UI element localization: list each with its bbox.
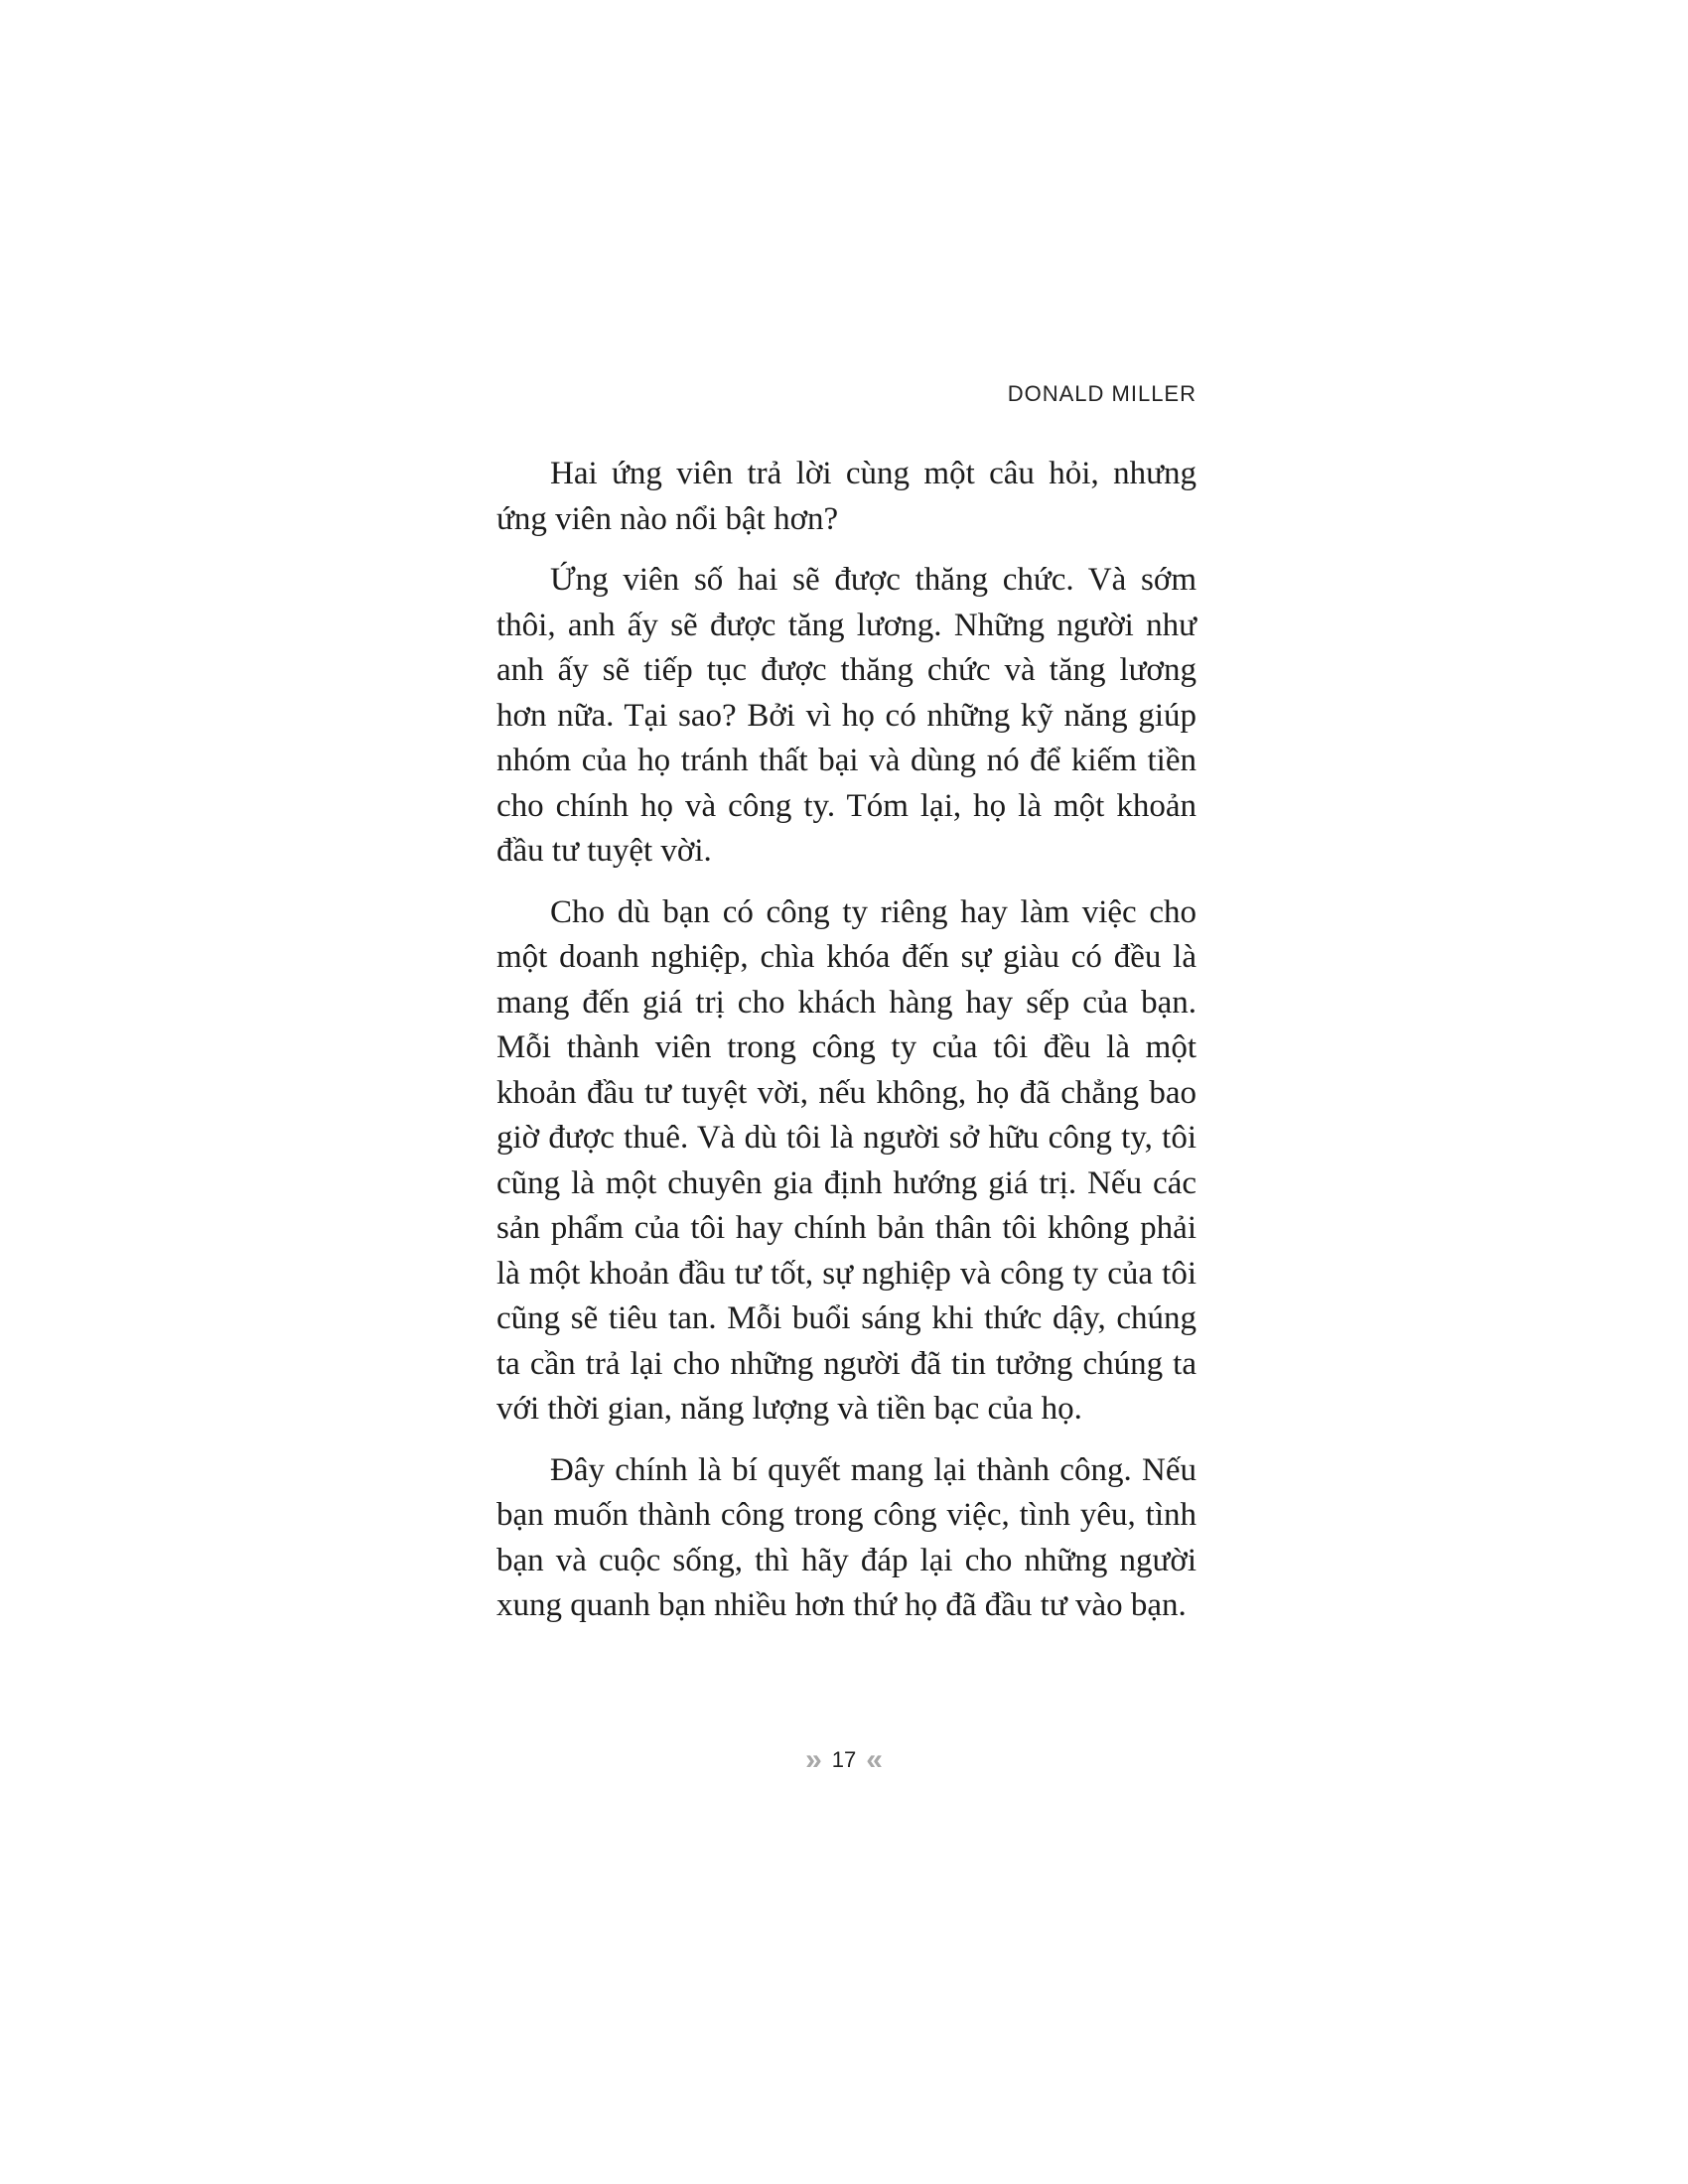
left-chevron-ornament-icon: » (805, 1743, 822, 1776)
page-footer (0, 1743, 1688, 1777)
paragraph-1: Hai ứng viên trả lời cùng một câu hỏi, nhưng ứng viên nào nổi bật hơn? (496, 456, 1196, 537)
right-chevron-ornament-icon: « (866, 1743, 883, 1776)
running-header-author: DONALD MILLER (1007, 381, 1196, 406)
body-text (496, 452, 1196, 1645)
paragraph-3: Cho dù bạn có công ty riêng hay làm việc cho một doanh nghiệp, chìa khóa đến sự giàu có đều là mang đến giá trị cho khách hàng hay sếp của bạn. Mỗi thành viên trong công ty của tôi đều là một khoản đầu tư tuyệt vời, nếu không, họ đã chẳng bao giờ được thuê. Và dù tôi là người sở hữu công ty, tôi cũng là một chuyên gia định hướng giá trị. Nếu các sản phẩm của tôi hay chính bản thân tôi không phải là một khoản đầu tư tốt, sự nghiệp và công ty của tôi cũng sẽ tiêu tan. Mỗi buổi sáng khi thức dậy, chúng ta cần trả lại cho những người đã tin tưởng chúng ta với thời gian, năng lượng và tiền bạc của họ. (496, 893, 1196, 1427)
paragraph-2: Ứng viên số hai sẽ được thăng chức. Và sớm thôi, anh ấy sẽ được tăng lương. Những người như anh ấy sẽ tiếp tục được thăng chức và tăng lương hơn nữa. Tại sao? Bởi vì họ có những kỹ năng giúp nhóm của họ tránh thất bại và dùng nó để kiếm tiền cho chính họ và công ty. Tóm lại, họ là một khoản đầu tư tuyệt vời. (496, 562, 1196, 869)
paragraph-4: Đây chính là bí quyết mang lại thành công. Nếu bạn muốn thành công trong công việc, tình yêu, tình bạn và cuộc sống, thì hãy đáp lại cho những người xung quanh bạn nhiều hơn thứ họ đã đầu tư vào bạn. (496, 1451, 1196, 1623)
page-number: 17 (831, 1747, 857, 1772)
